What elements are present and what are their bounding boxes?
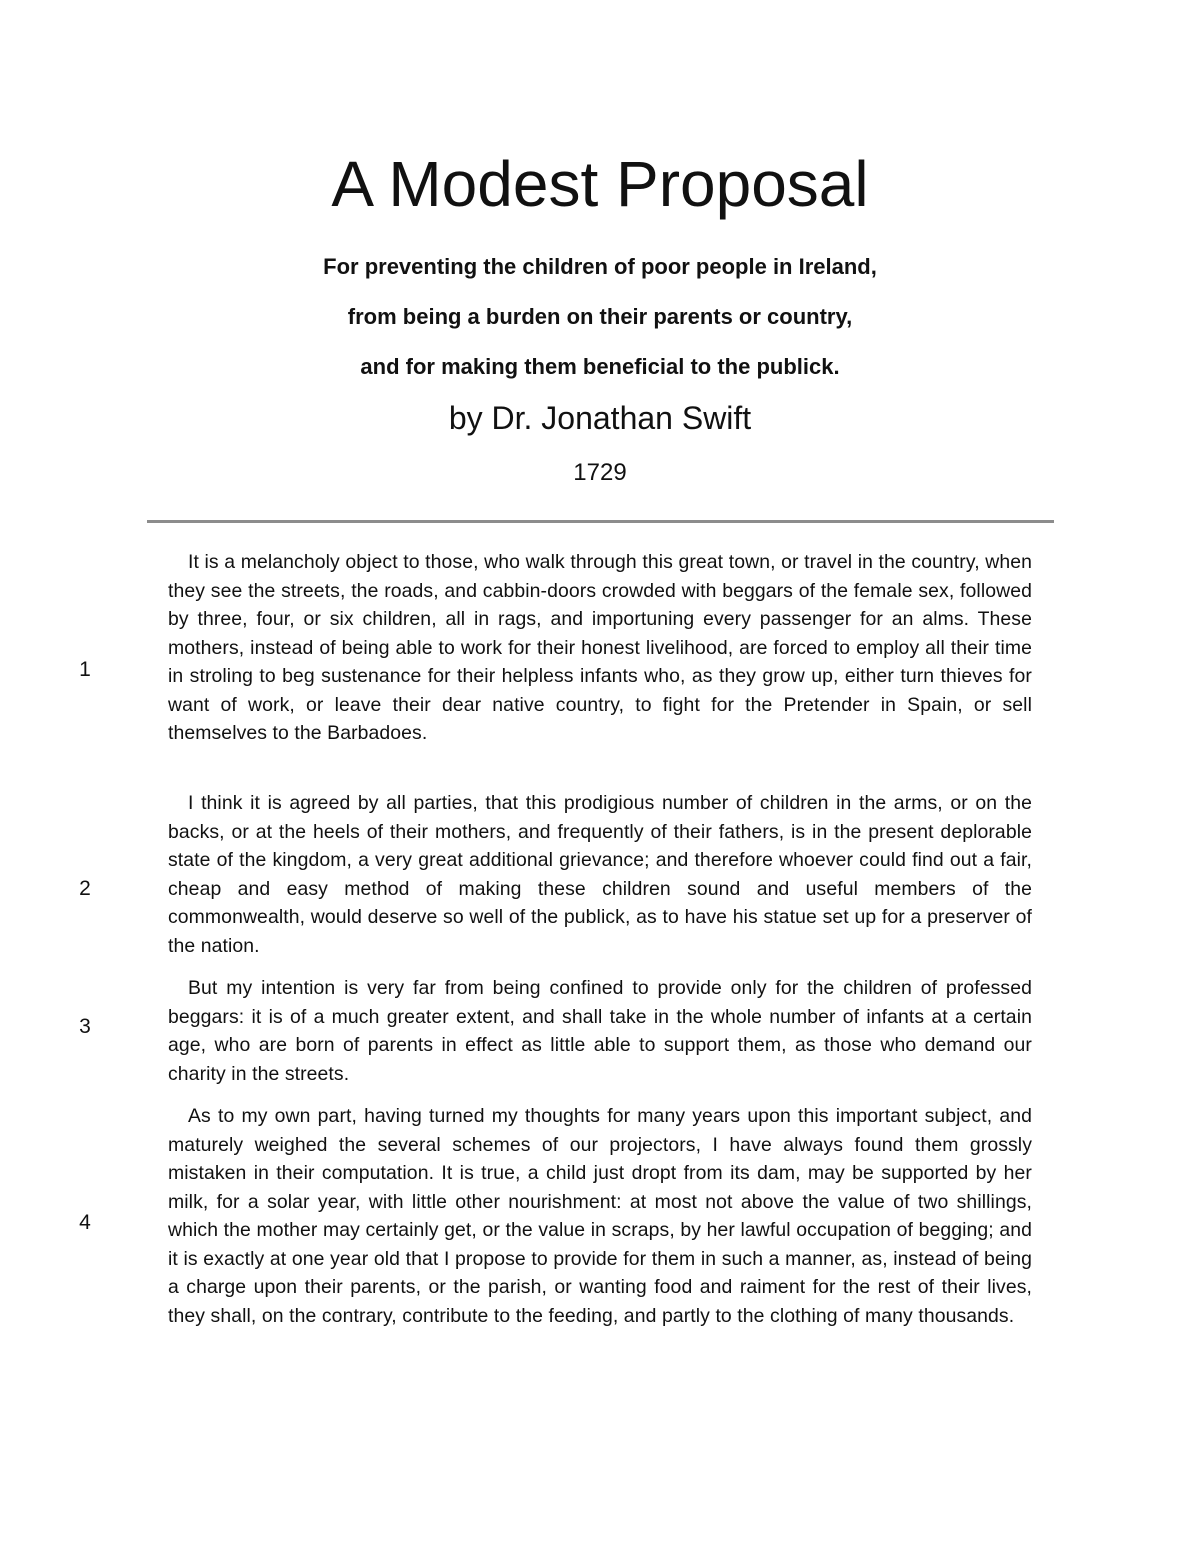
paragraph-2: I think it is agreed by all parties, that this prodigious number of children in the arms, or on the backs, or at the heels of their mothers, and frequently of their fathers, is in the present deplorable state of the kingdom, a very great additional grievance; and therefore whoever could find out a fair, cheap and easy method of making these children sound and useful members of the commonwealth, would deserve so well of the publick, as to have his statue set up for a preserver of the nation. xyxy=(168,792,1032,957)
subtitle-line-3: and for making them beneficial to the publick. xyxy=(360,354,840,379)
paragraph-4: As to my own part, having turned my thoughts for many years upon this important subject, and maturely weighed the several schemes of our projectors, I have always found them grossly mistaken in their computation. It is true, a child just dropt from its dam, may be supported by her milk, for a solar year, with little other nourishment: at most not above the value of two shillings, which the mother may certainly get, or the value in scraps, by her lawful occupation of begging; and it is exactly at one year old that I propose to provide for them in such a manner, as, instead of being a charge upon their parents, or the parish, or wanting food and raiment for the rest of their lives, they shall, on the contrary, contribute to the feeding, and partly to the clothing of many thousands. xyxy=(168,1105,1032,1327)
subtitle-line-1: For preventing the children of poor people in Ireland, xyxy=(323,254,877,279)
document-title: A Modest Proposal xyxy=(331,148,869,220)
paragraph-number-4: 4 xyxy=(79,1211,91,1234)
author-byline: by Dr. Jonathan Swift xyxy=(448,400,752,436)
horizontal-divider xyxy=(147,520,1054,523)
subtitle-line-2: from being a burden on their parents or country, xyxy=(347,304,853,329)
paragraph-number-1: 1 xyxy=(79,658,91,681)
publication-year: 1729 xyxy=(573,459,627,486)
paragraph-number-2: 2 xyxy=(79,877,91,900)
paragraph-1: It is a melancholy object to those, who walk through this great town, or travel in the country, when they see the streets, the roads, and cabbin-doors crowded with beggars of the female sex, followed by three, four, or six children, all in rags, and importuning every passenger for an alms. These mothers, instead of being able to work for their honest livelihood, are forced to employ all their time in stroling to beg sustenance for their helpless infants who, as they grow up, either turn thieves for want of work, or leave their dear native country, to fight for the Pretender in Spain, or sell themselves to the Barbadoes. xyxy=(168,551,1032,744)
paragraph-number-3: 3 xyxy=(79,1015,91,1038)
paragraph-3: But my intention is very far from being confined to provide only for the children of professed beggars: it is of a much greater extent, and shall take in the whole number of infants at a certain age, who are born of parents in effect as little able to support them, as those who demand our charity in the streets. xyxy=(168,977,1032,1085)
